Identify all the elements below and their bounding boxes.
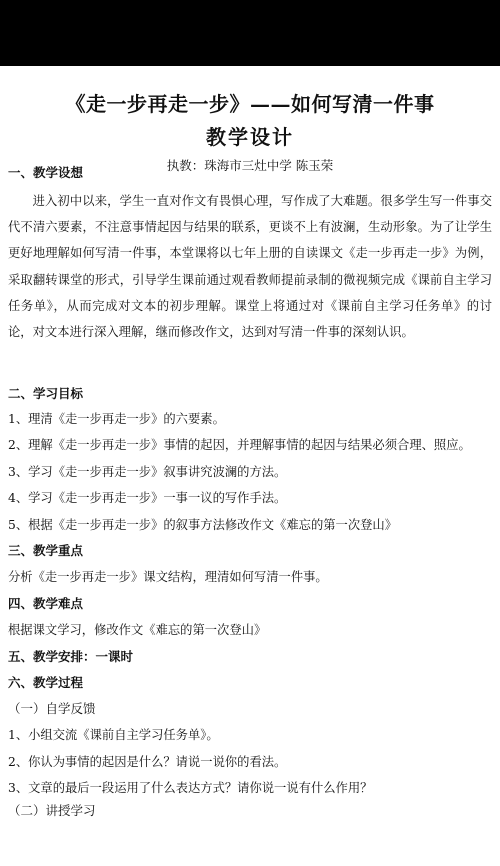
section-heading-schedule: 五、教学安排：一课时 xyxy=(8,649,134,664)
process-item: 3、文章的最后一段运用了什么表达方式？请你说一说有什么作用？ xyxy=(8,781,373,795)
learning-goal-item: 2、理解《走一步再走一步》事情的起因，并理解事情的起因与结果必须合理、照应。 xyxy=(8,438,471,452)
subsection-heading-self-study: （一）自学反馈 xyxy=(8,701,96,716)
section-heading-difficulties: 四、教学难点 xyxy=(8,596,84,611)
learning-goal-item: 4、学习《走一步再走一步》一事一议的写作手法。 xyxy=(8,491,287,505)
document-subtitle: 教学设计 xyxy=(206,125,294,149)
subsection-heading-lecture: （二）讲授学习 xyxy=(8,803,96,818)
document-author: 执教：珠海市三灶中学 陈玉荣 xyxy=(166,158,334,173)
learning-goal-item: 5、根据《走一步再走一步》的叙事方法修改作文《难忘的第一次登山》 xyxy=(8,518,398,532)
section-heading-teaching-idea: 一、教学设想 xyxy=(8,165,84,180)
key-points-text: 分析《走一步再走一步》课文结构，理清如何写清一件事。 xyxy=(8,570,328,584)
process-item: 2、你认为事情的起因是什么？请说一说你的看法。 xyxy=(8,755,287,769)
teaching-idea-paragraph: 进入初中以来，学生一直对作文有畏惧心理，写作成了大难题。很多学生写一件事交代不清六要素，不注意事情起因与结果的联系，更谈不上有波澜，生动形象。为了让学生更好地理解如何写清一件事，本堂课将以七年上册的自读课文《走一步再走一步》为例，采取翻转课堂的形式，引导学生课前通过观看教师提前录制的微视频完成《课前自主学习任务单》，从而完成对文本的初步理解。课堂上将通过对《课前自主学习任务单》的讨论，对文本进行深入理解，继而修改作文，达到对写清一件事的深刻认识。 xyxy=(8,194,492,340)
document-title: 《走一步再走一步》——如何写清一件事 xyxy=(65,92,435,116)
section-heading-learning-goals: 二、学习目标 xyxy=(8,386,84,401)
process-item: 1、小组交流《课前自主学习任务单》。 xyxy=(8,728,219,742)
learning-goal-item: 3、学习《走一步再走一步》叙事讲究波澜的方法。 xyxy=(8,465,287,479)
difficulties-text: 根据课文学习，修改作文《难忘的第一次登山》 xyxy=(8,623,267,637)
section-heading-key-points: 三、教学重点 xyxy=(8,543,84,558)
top-black-bar xyxy=(0,0,500,66)
section-heading-teaching-process: 六、教学过程 xyxy=(8,675,84,690)
learning-goal-item: 1、理清《走一步再走一步》的六要素。 xyxy=(8,412,225,426)
